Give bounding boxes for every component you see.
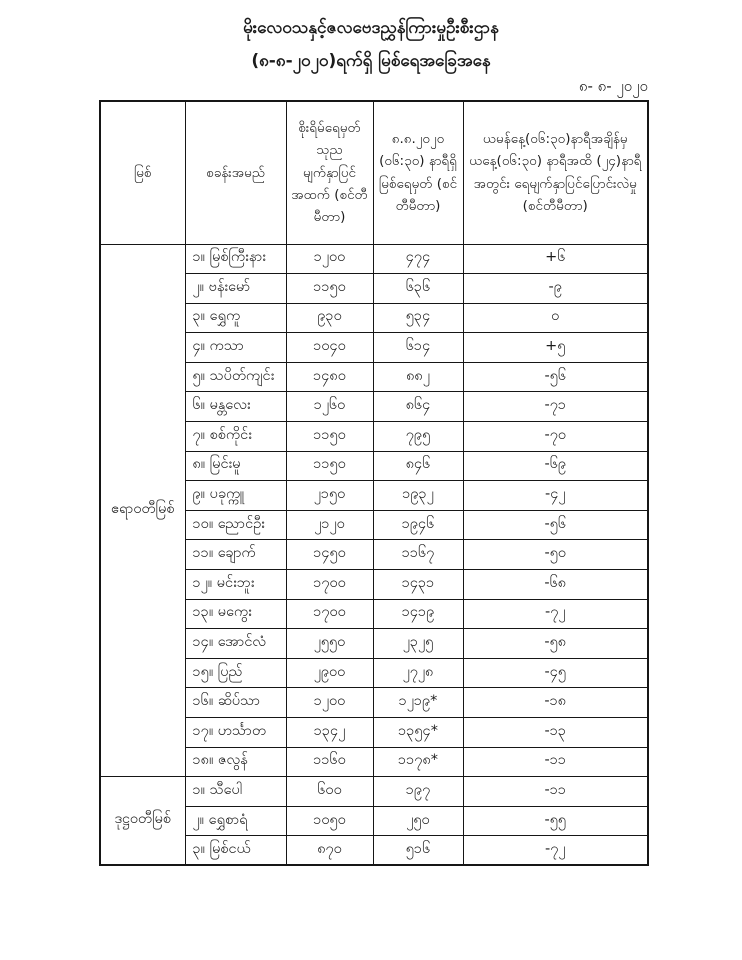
change-24h-cell: -၅၀ (463, 540, 648, 570)
change-24h-cell: -၇၀ (463, 422, 648, 452)
station-cell: ၂။ ရွှေစာရံ (185, 806, 286, 836)
danger-level-cell: ၆၀၀ (286, 777, 373, 807)
change-24h-cell: -၆၈ (463, 570, 648, 600)
change-24h-cell: -၁၈ (463, 688, 648, 718)
change-24h-cell: -၄၂ (463, 481, 648, 511)
river-name-cell: ဧရာဝတီမြစ် (100, 244, 185, 777)
change-24h-cell: -၁၁ (463, 747, 648, 777)
change-24h-cell: -၄၅ (463, 658, 648, 688)
danger-level-cell: ၁၄၈၀ (286, 362, 373, 392)
danger-level-cell: ၂၁၅၀ (286, 481, 373, 511)
water-level-cell: ၁၄၃၁ (373, 570, 463, 600)
river-level-table (99, 100, 649, 866)
table-header-row (100, 101, 648, 244)
document-title: မိုးလေဝသနှင့်ဇလဗေဒညွှန်ကြားမှုဦးစီးဌာန (243, 18, 499, 38)
document-subtitle: (၈-၈-၂၀၂၀)ရက်ရှိ မြစ်ရေအခြေအနေ (251, 51, 491, 71)
change-24h-cell: -၇၁ (463, 392, 648, 422)
change-24h-cell: -၆၉ (463, 451, 648, 481)
station-cell: ၈။ မြင်းမူ (185, 451, 286, 481)
station-cell: ၃။ ရွှေကူ (185, 303, 286, 333)
water-level-cell: ၁၃၅၄* (373, 718, 463, 748)
station-cell: ၉။ ပခုက္ကူ (185, 481, 286, 511)
water-level-cell: ၆၃၆ (373, 274, 463, 304)
danger-level-cell: ၂၁၂၀ (286, 510, 373, 540)
station-cell: ၁။ သီပေါ (185, 777, 286, 807)
table-body (100, 244, 648, 865)
water-level-cell: ၈၄၆ (373, 451, 463, 481)
danger-level-cell: ၉၃၀ (286, 303, 373, 333)
danger-level-cell: ၁၄၅၀ (286, 540, 373, 570)
danger-level-cell: ၁၀၄၀ (286, 333, 373, 363)
col-header-change-24h: ယမန်နေ့(၀၆:၃၀)နာရီအချိန်မှ ယနေ့(၀၆:၃၀) နာရီအထိ (၂၄)နာရီအတွင်း ရေမျက်နှာပြင်ပြောင်းလဲမှု (စင်တီမီတာ) (463, 101, 648, 244)
table-row (100, 777, 648, 807)
station-cell: ၁၂။ မင်းဘူး (185, 570, 286, 600)
change-24h-cell: -၅၅ (463, 806, 648, 836)
danger-level-cell: ၁၂၀၀ (286, 688, 373, 718)
water-level-cell: ၂၃၂၅ (373, 629, 463, 659)
danger-level-cell: ၁၃၄၂ (286, 718, 373, 748)
water-level-cell: ၁၂၁၉* (373, 688, 463, 718)
danger-level-cell: ၁၁၆၀ (286, 747, 373, 777)
col-header-current-level: ၈.၈.၂၀၂၀ (၀၆:၃၀) နာရီရှိ မြစ်ရေမှတ် (စင်တီမီတာ) (373, 101, 463, 244)
water-level-cell: ၇၉၅ (373, 422, 463, 452)
change-24h-cell: -၁၃ (463, 718, 648, 748)
water-level-cell: ၁၉၄၆ (373, 510, 463, 540)
water-level-cell: ၆၁၄ (373, 333, 463, 363)
col-header-station: စခန်းအမည် (185, 101, 286, 244)
danger-level-cell: ၈၇၀ (286, 836, 373, 866)
station-cell: ၁၃။ မကွေး (185, 599, 286, 629)
station-cell: ၁၈။ ဇလွန် (185, 747, 286, 777)
station-cell: ၅။ သပိတ်ကျင်း (185, 362, 286, 392)
change-24h-cell: -၅၆ (463, 362, 648, 392)
station-cell: ၁၀။ ညောင်ဦး (185, 510, 286, 540)
change-24h-cell: ၀ (463, 303, 648, 333)
station-cell: ၁၄။ အောင်လံ (185, 629, 286, 659)
station-cell: ၆။ မန္တလေး (185, 392, 286, 422)
station-cell: ၂။ ဗန်းမော် (185, 274, 286, 304)
water-level-cell: ၈၈၂ (373, 362, 463, 392)
station-cell: ၁၁။ ချောက် (185, 540, 286, 570)
danger-level-cell: ၁၇၀၀ (286, 570, 373, 600)
danger-level-cell: ၁၀၅၀ (286, 806, 373, 836)
water-level-cell: ၁၉၇ (373, 777, 463, 807)
danger-level-cell: ၁၁၅၀ (286, 451, 373, 481)
danger-level-cell: ၁၂၆၀ (286, 392, 373, 422)
change-24h-cell: +၅ (463, 333, 648, 363)
danger-level-cell: ၁၁၅၀ (286, 274, 373, 304)
danger-level-cell: ၁၁၅၀ (286, 422, 373, 452)
report-date: ၈- ၈- ၂၀၂၀ (578, 77, 648, 95)
river-name-cell: ဒုဋ္ဌဝတီမြစ် (100, 777, 185, 866)
water-level-cell: ၅၁၆ (373, 836, 463, 866)
water-level-cell: ၁၄၁၉ (373, 599, 463, 629)
station-cell: ၁၇။ ဟင်္သာတ (185, 718, 286, 748)
water-level-cell: ၄၇၄ (373, 244, 463, 274)
danger-level-cell: ၂၉၀၀ (286, 658, 373, 688)
change-24h-cell: -၅၈ (463, 629, 648, 659)
change-24h-cell: -၅၆ (463, 510, 648, 540)
water-level-cell: ၁၁၇၈* (373, 747, 463, 777)
station-cell: ၇။ စစ်ကိုင်း (185, 422, 286, 452)
change-24h-cell: -၁၁ (463, 777, 648, 807)
change-24h-cell: -၉ (463, 274, 648, 304)
water-level-cell: ၁၁၆၇ (373, 540, 463, 570)
station-cell: ၄။ ကသာ (185, 333, 286, 363)
change-24h-cell: -၇၂ (463, 599, 648, 629)
water-level-cell: ၁၉၃၂ (373, 481, 463, 511)
change-24h-cell: -၇၂ (463, 836, 648, 866)
col-header-river: မြစ် (100, 101, 185, 244)
water-level-cell: ၂၅၀ (373, 806, 463, 836)
station-cell: ၁၅။ ပြည် (185, 658, 286, 688)
water-level-cell: ၂၇၂၈ (373, 658, 463, 688)
water-level-cell: ၅၃၄ (373, 303, 463, 333)
table-row (100, 244, 648, 274)
station-cell: ၁၆။ ဆိပ်သာ (185, 688, 286, 718)
water-level-cell: ၈၆၄ (373, 392, 463, 422)
change-24h-cell: +၆ (463, 244, 648, 274)
station-cell: ၁။ မြစ်ကြီးနား (185, 244, 286, 274)
danger-level-cell: ၁၇၀၀ (286, 599, 373, 629)
danger-level-cell: ၂၅၅၀ (286, 629, 373, 659)
danger-level-cell: ၁၂၀၀ (286, 244, 373, 274)
col-header-danger-level: စိုးရိမ်ရေမှတ် သုည မျက်နှာပြင် အထက် (စင်တီမီတာ) (286, 101, 373, 244)
station-cell: ၃။ မြစ်ငယ် (185, 836, 286, 866)
